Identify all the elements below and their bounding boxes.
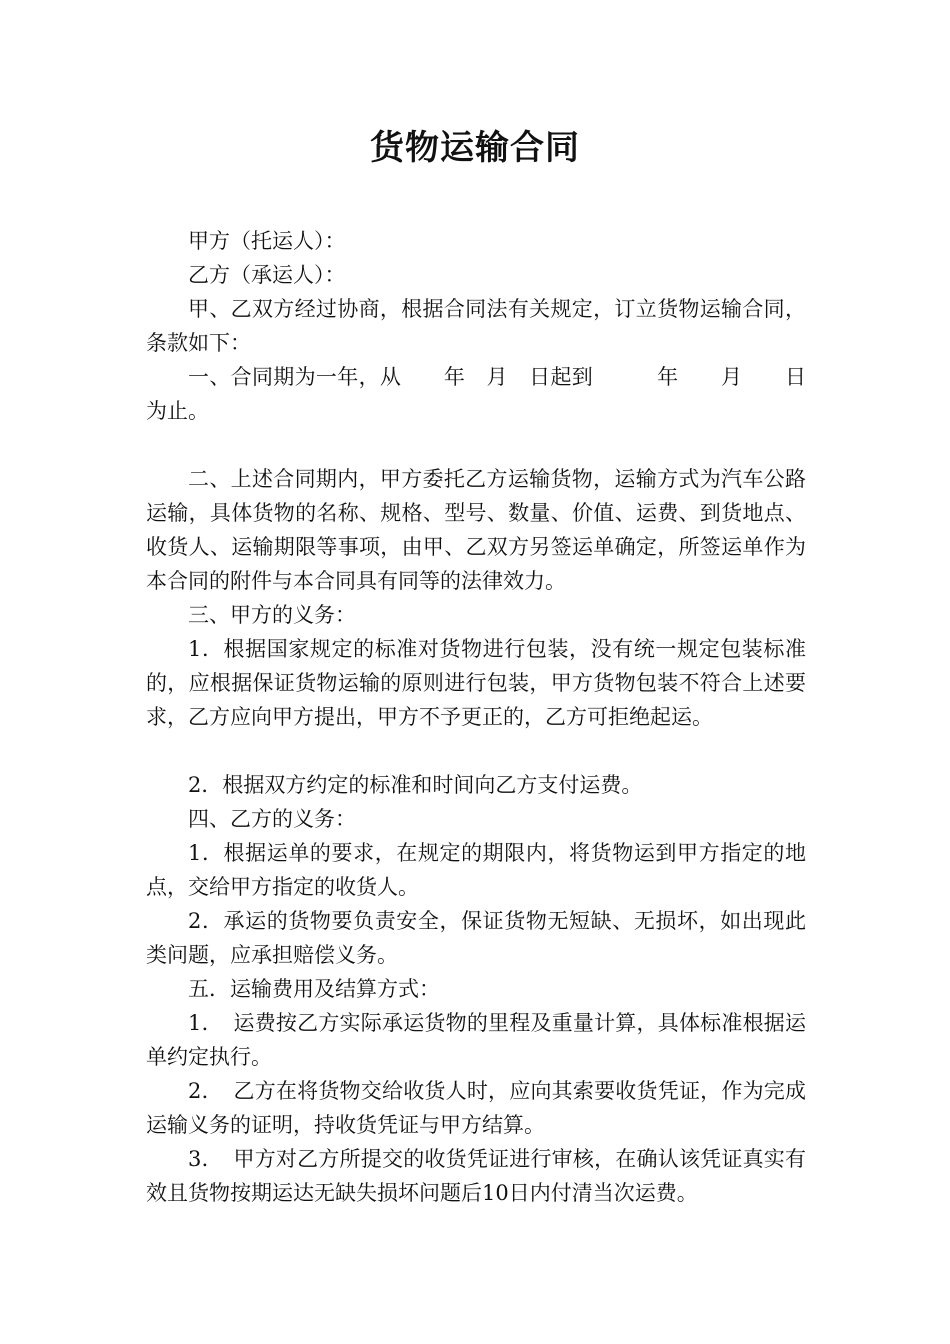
clause-4-item-2: 2．承运的货物要负责安全，保证货物无短缺、无损坏，如出现此类问题，应承担赔偿义务。 bbox=[146, 909, 806, 967]
clause-3-heading: 三、甲方的义务： bbox=[188, 603, 356, 627]
document-title: 货物运输合同 bbox=[370, 128, 580, 168]
intro-paragraph: 甲、乙双方经过协商，根据合同法有关规定，订立货物运输合同，条款如下： bbox=[146, 297, 806, 355]
document-body bbox=[146, 224, 806, 1210]
paragraph-spacer bbox=[146, 428, 806, 462]
clause-5-heading: 五．运输费用及结算方式： bbox=[188, 977, 440, 1001]
clause-4-heading: 四、乙方的义务： bbox=[188, 807, 356, 831]
party-a-line: 甲方（托运人）： bbox=[188, 229, 346, 253]
paragraph-spacer bbox=[146, 734, 806, 768]
party-b-line: 乙方（承运人）： bbox=[188, 263, 346, 287]
clause-2: 二、上述合同期内，甲方委托乙方运输货物，运输方式为汽车公路运输，具体货物的名称、规格、型号、数量、价值、运费、到货地点、收货人、运输期限等事项，由甲、乙双方另签运单确定，所签运单作为本合同的附件与本合同具有同等的法律效力。 bbox=[146, 467, 806, 593]
clause-3-item-2: 2．根据双方约定的标准和时间向乙方支付运费。 bbox=[188, 773, 643, 797]
clause-1: 一、合同期为一年，从 年 月 日起到 年 月 日为止。 bbox=[146, 365, 806, 423]
clause-5-item-1: 1． 运费按乙方实际承运货物的里程及重量计算，具体标准根据运单约定执行。 bbox=[146, 1011, 806, 1069]
clause-4-item-1: 1．根据运单的要求，在规定的期限内，将货物运到甲方指定的地点，交给甲方指定的收货人。 bbox=[146, 841, 806, 899]
clause-5-item-3: 3． 甲方对乙方所提交的收货凭证进行审核，在确认该凭证真实有效且货物按期运达无缺失损坏问题后10日内付清当次运费。 bbox=[146, 1147, 806, 1205]
clause-3-item-1: 1．根据国家规定的标准对货物进行包装，没有统一规定包装标准的，应根据保证货物运输的原则进行包装，甲方货物包装不符合上述要求，乙方应向甲方提出，甲方不予更正的，乙方可拒绝起运。 bbox=[146, 637, 806, 729]
clause-5-item-2: 2． 乙方在将货物交给收货人时，应向其索要收货凭证，作为完成运输义务的证明，持收货凭证与甲方结算。 bbox=[146, 1079, 806, 1137]
